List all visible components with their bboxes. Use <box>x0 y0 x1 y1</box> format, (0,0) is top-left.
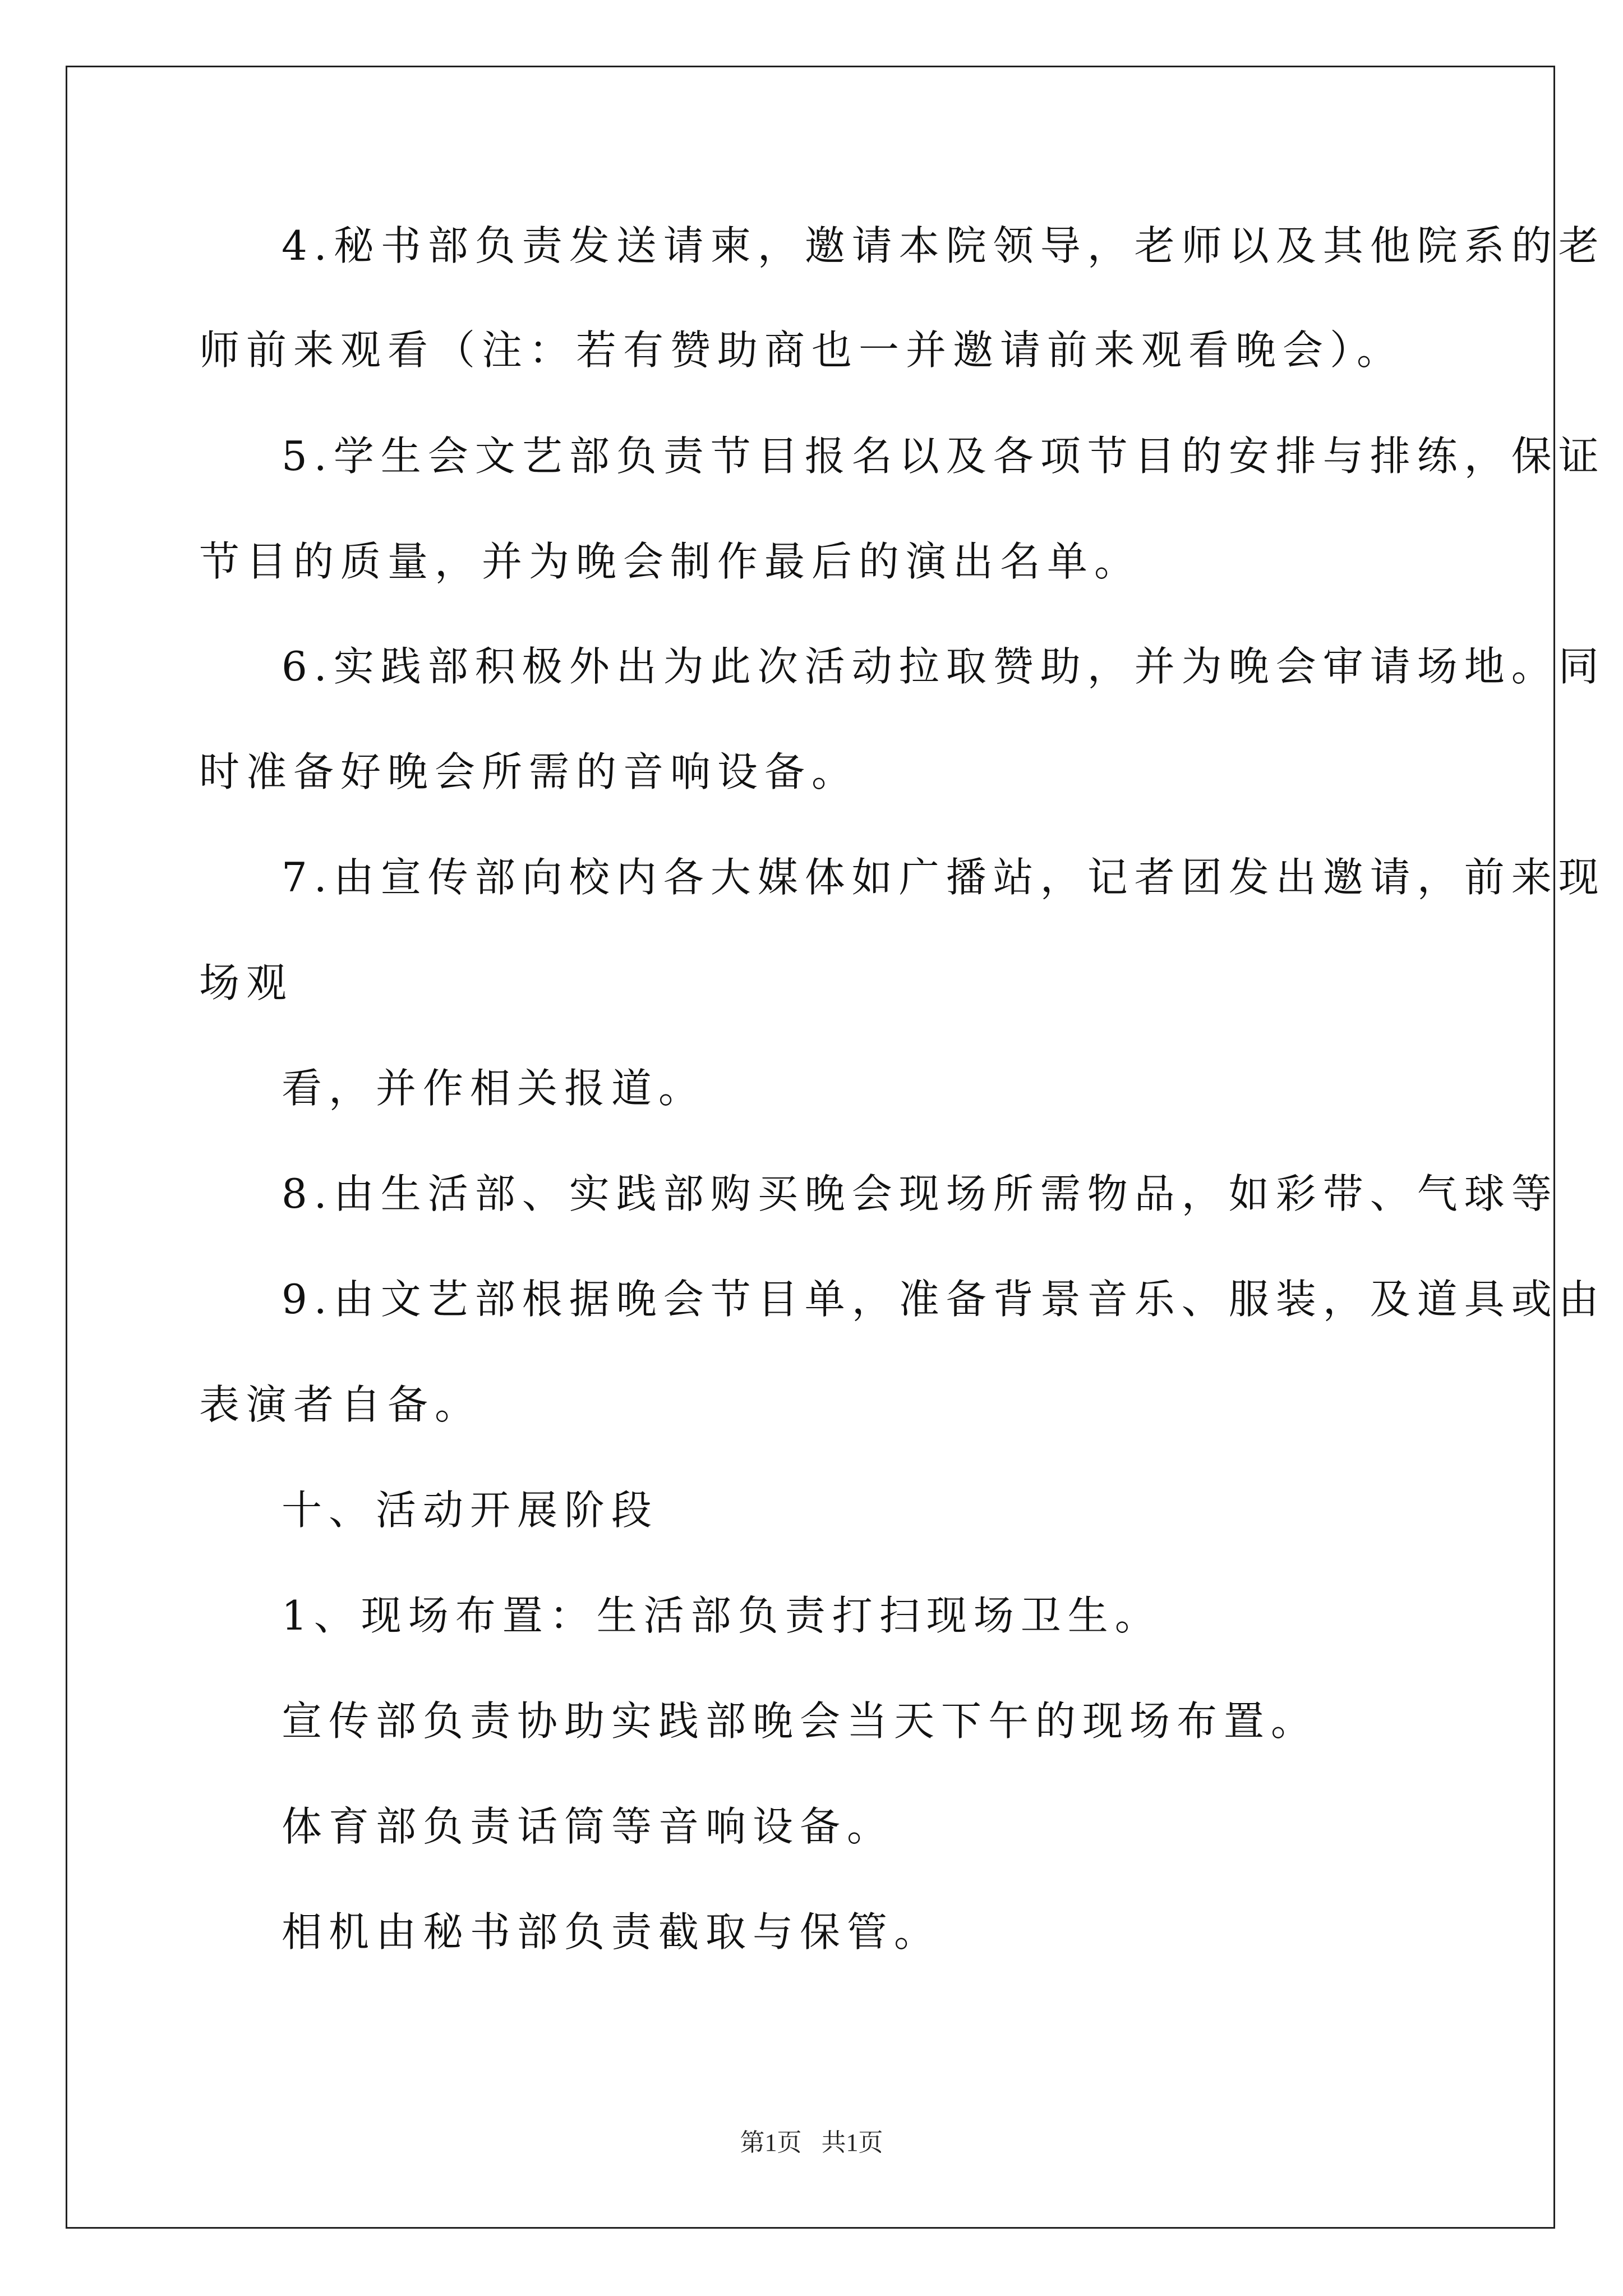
page-footer <box>0 2126 1623 2160</box>
paragraph-line: 1、现场布置：生活部负责打扫现场卫生。 <box>282 1592 1162 1639</box>
paragraph-line: 表演者自备。 <box>199 1381 482 1428</box>
section-heading: 十、活动开展阶段 <box>282 1487 659 1534</box>
paragraph-line: 场观 <box>199 959 294 1006</box>
paragraph-line: 9.由文艺部根据晚会节目单，准备背景音乐、服装，及道具或由 <box>282 1276 1606 1323</box>
page-number-total: 共1页 <box>821 2129 883 2156</box>
paragraph-line: 时准备好晚会所需的音响设备。 <box>199 748 859 795</box>
paragraph-line: 师前来观看（注：若有赞助商也一并邀请前来观看晚会）。 <box>199 326 1404 374</box>
paragraph-line: 8.由生活部、实践部购买晚会现场所需物品，如彩带、气球等 <box>282 1170 1559 1217</box>
paragraph-line: 节目的质量，并为晚会制作最后的演出名单。 <box>199 538 1142 585</box>
paragraph-line: 相机由秘书部负责截取与保管。 <box>282 1908 942 1955</box>
paragraph-line: 4.秘书部负责发送请柬，邀请本院领导，老师以及其他院系的老 <box>282 222 1606 269</box>
paragraph-line: 5.学生会文艺部负责节目报名以及各项节目的安排与排练，保证 <box>282 432 1606 480</box>
paragraph-line: 7.由宣传部向校内各大媒体如广播站，记者团发出邀请，前来现 <box>282 854 1606 901</box>
paragraph-line: 6.实践部积极外出为此次活动拉取赞助，并为晚会审请场地。同 <box>282 643 1606 690</box>
paragraph-line: 体育部负责话筒等音响设备。 <box>282 1803 895 1850</box>
paragraph-line: 宣传部负责协助实践部晚会当天下午的现场布置。 <box>282 1697 1318 1745</box>
paragraph-line: 看，并作相关报道。 <box>282 1065 706 1112</box>
page-number-current: 第1页 <box>740 2129 802 2156</box>
page-border <box>66 66 1555 2229</box>
